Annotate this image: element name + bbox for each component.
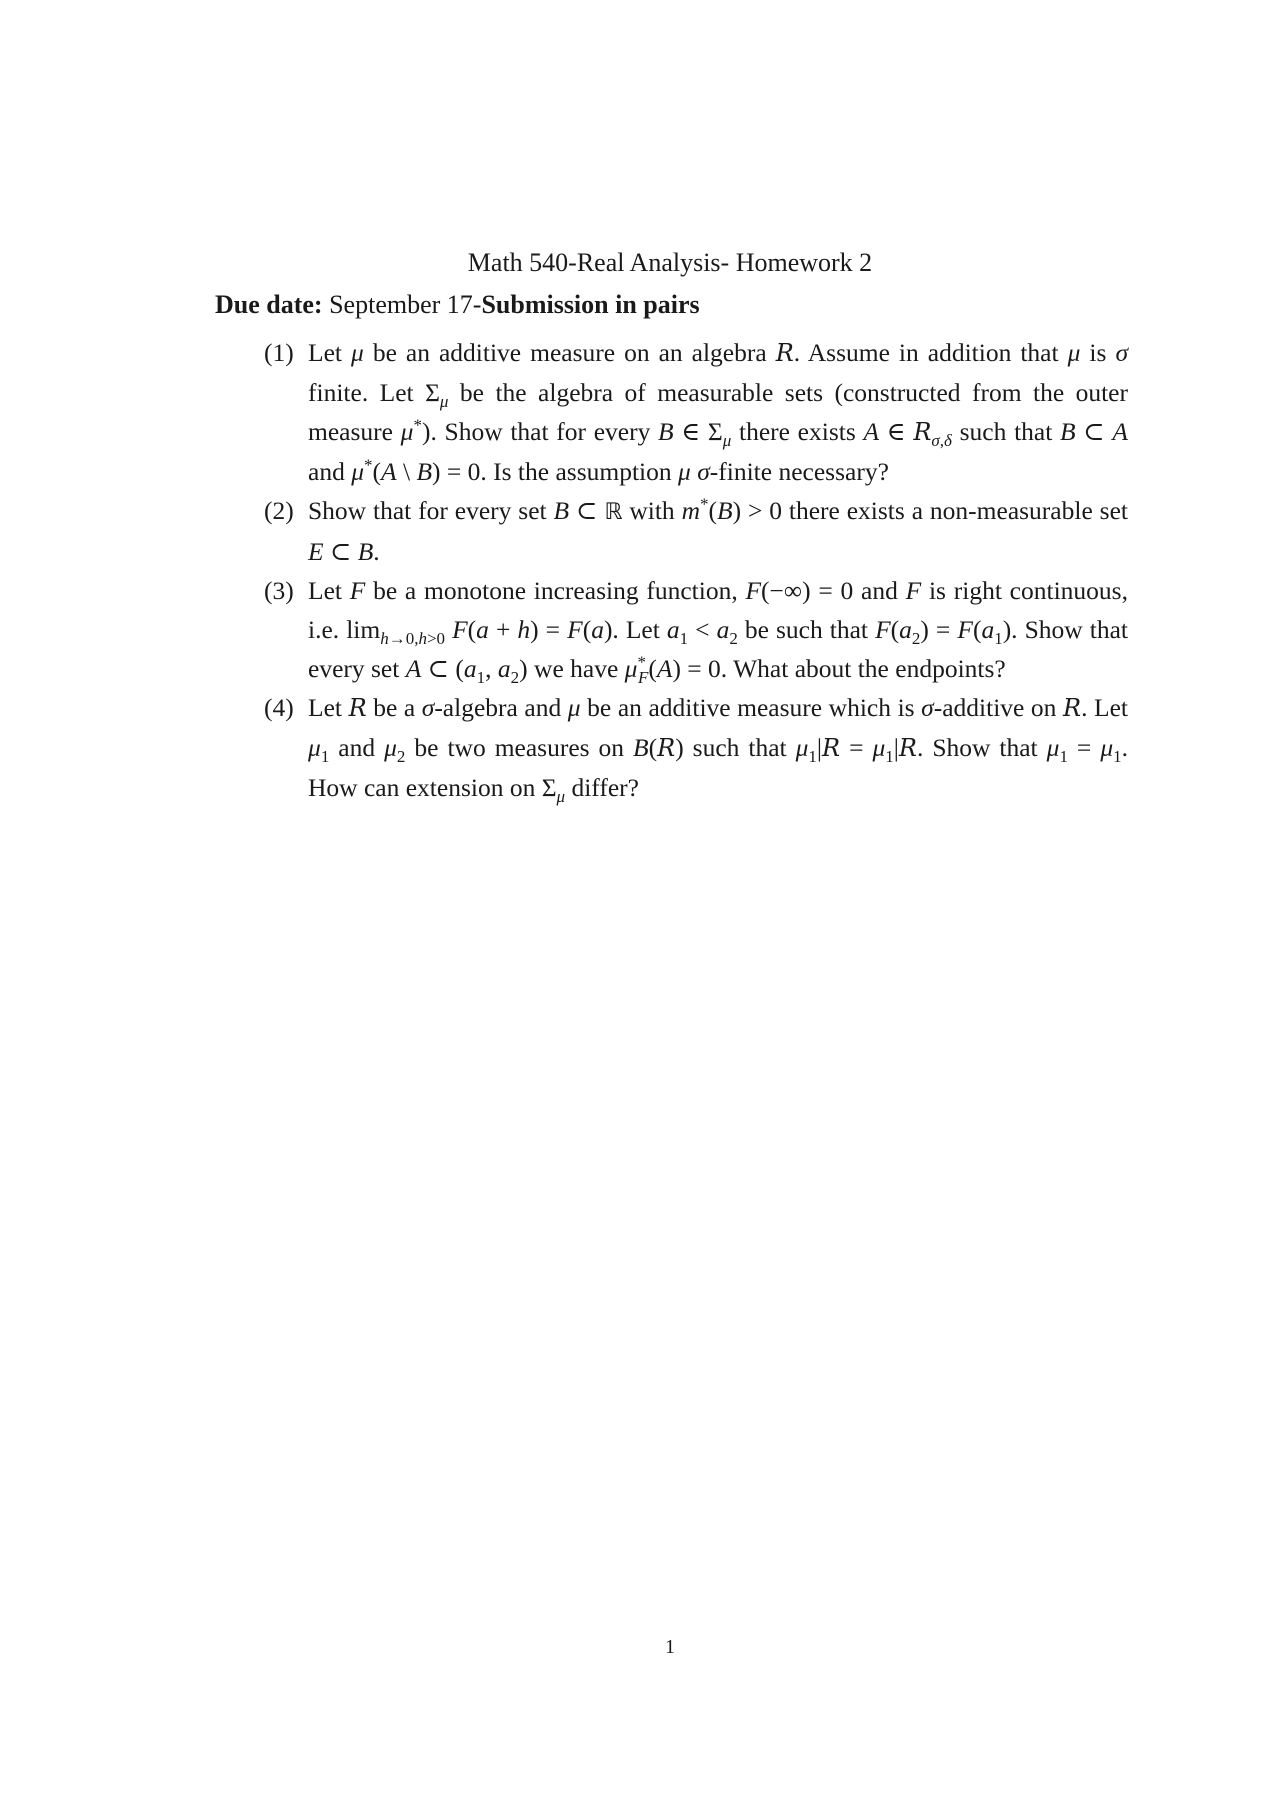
problem-text: Let μ be an additive measure on an algebra R. Assume in addition that μ is σ finite. Let $\Sigma_\mu$ be the algebra of measurable sets (constructed from the outer measure μ*). Show that for every B ∈ $\Sigma_\mu$ there exists A ∈ $R_{\sigma,\delta}$ such that B ⊂ A and μ*(A \ B) = 0. Is the assumption μ σ-finite necessary? [308, 338, 1129, 486]
problem-text: Let R be a σ-algebra and μ be an additive measure which is σ-additive on R. Let $\mu_1$ and $\mu_2$ be two measures on B(R) such that $\mu_1|R = \mu_1|R$. Show that $\mu_1 = \mu_1$. How can extension on $\Sigma_\mu$ differ? [308, 693, 1129, 807]
due-date-label: Due date: [215, 290, 323, 319]
due-date-line [215, 290, 700, 320]
page-title: Math 540-Real Analysis- Homework 2 [467, 248, 873, 277]
problem-number: (3) [264, 576, 294, 605]
problem-text: Let F be a monotone increasing function, F(−∞) = 0 and F is right continuous, i.e. $\lim_{h\to 0,h>0} F(a + h) = F(a)$. Let $a_1 < a_2$ be such that $F(a_2) = F(a_1)$. Show that every set A ⊂ ($a_1$, $a_2$) we have $\mu^*_F(A) = 0$. What about the endpoints? [308, 576, 1128, 688]
problem-number: (2) [264, 496, 294, 525]
due-date-value: September 17- [322, 290, 482, 319]
problem-1 [264, 333, 1129, 491]
submission-note: Submission in pairs [481, 290, 700, 319]
problem-number: (1) [264, 338, 294, 367]
problem-3 [264, 571, 1128, 688]
page-number: 1 [665, 1636, 675, 1658]
problem-list [264, 333, 1129, 807]
problem-2 [264, 491, 1128, 571]
problem-text: Show that for every set B ⊂ ℝ with m*(B) > 0 there exists a non-measurable set E ⊂ B. [308, 494, 1128, 566]
problem-4 [264, 688, 1129, 807]
problem-number: (4) [264, 693, 294, 722]
